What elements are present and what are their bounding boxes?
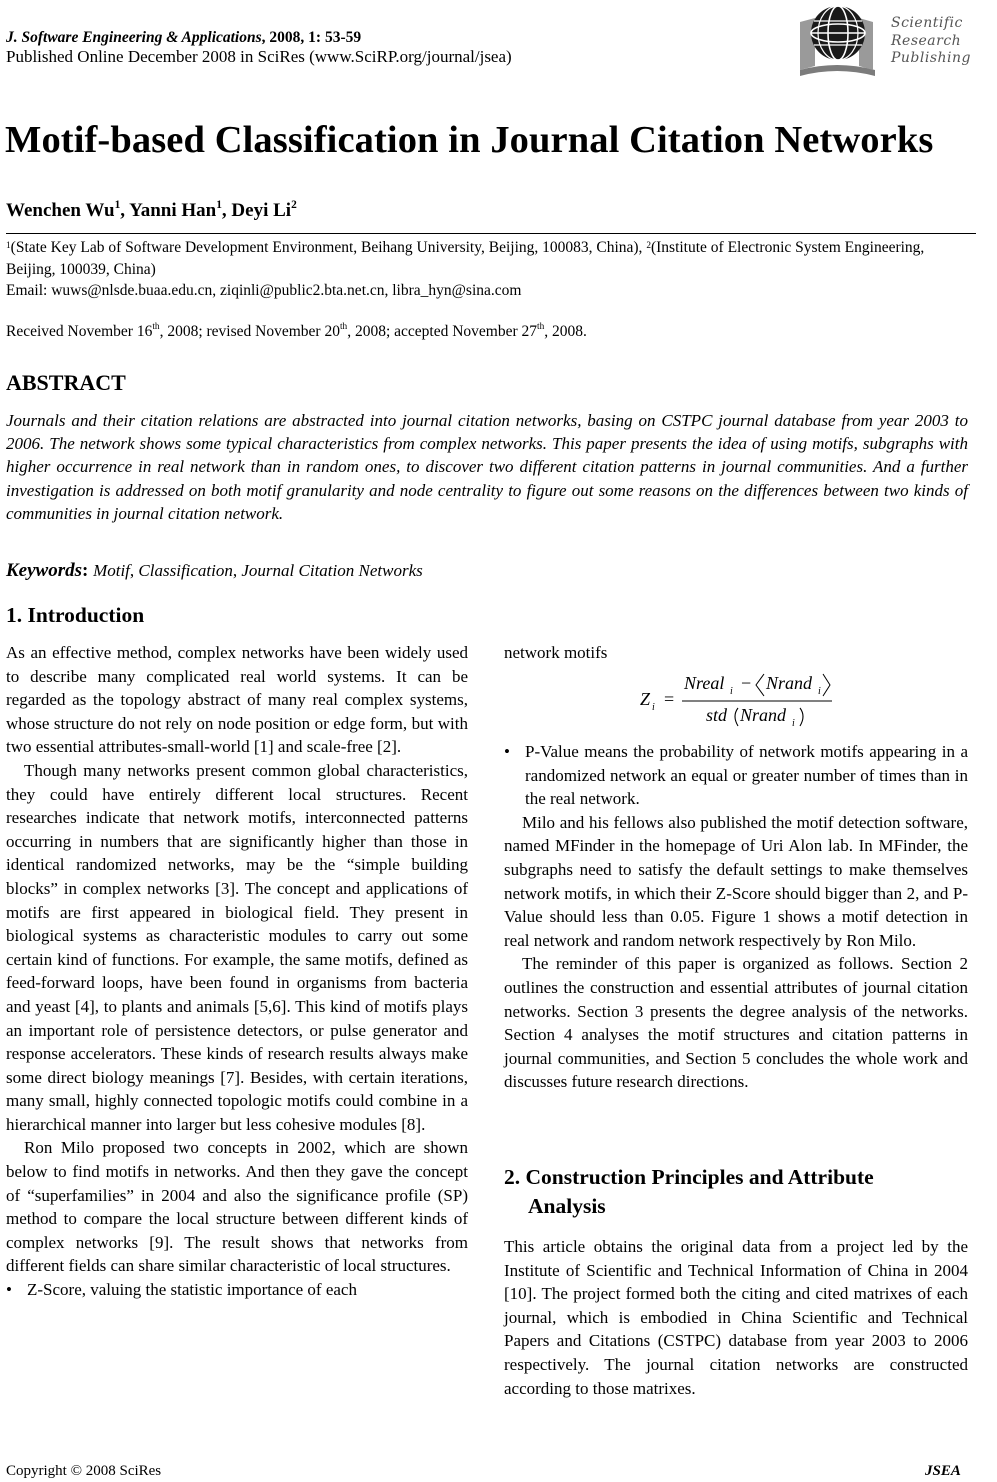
affiliation-text: [6, 237, 966, 280]
formula-angle-left: [756, 674, 764, 696]
paper-title: Motif-based Classification in Journal Citation Networks: [5, 119, 934, 161]
footer-copyright: Copyright © 2008 SciRes: [6, 1463, 162, 1479]
affiliation-block: [6, 237, 966, 302]
z-score-formula: [640, 668, 840, 732]
section-heading-introduction: 1. Introduction: [6, 603, 145, 627]
received-dates: [6, 323, 587, 341]
author-list: [6, 200, 297, 222]
section-heading-line: Analysis: [528, 1194, 606, 1218]
left-column: [6, 641, 468, 1302]
formula-graphic: [640, 668, 840, 732]
published-online-line: Published Online December 2008 in SciRes (www.SciRP.org/journal/jsea): [6, 47, 512, 66]
author-affiliation-mark: 1: [216, 198, 222, 211]
publisher-name-line2: Research: [891, 32, 962, 49]
ordinal-suffix: th: [339, 322, 348, 333]
formula-denominator-fn: std: [706, 705, 728, 725]
bullet-text: P-Value means the probability of network motifs appearing in a randomized network an equal or greater number of times than in the real network.: [525, 742, 968, 809]
right-column: [504, 740, 968, 1094]
paragraph: As an effective method, complex networks have been widely used to describe many complicated real world systems. It can be regarded as the topology abstract of many real complex systems, whose structure do not rely on node position or edge form, but with two essential attributes-small-world [1] and scale-free [2].: [6, 643, 468, 757]
paragraph: The reminder of this paper is organized as follows. Section 2 outlines the construction and essential attributes of journal citation networks. Section 3 presents the degree analysis of the networks. Section 4 analyses the motif structures and citation patterns in journal communities, and Section 5 concludes the whole work and discusses future research directions.: [504, 954, 968, 1092]
bullet-continuation: network motifs: [504, 643, 608, 662]
formula-minus: −: [741, 673, 752, 693]
author-name: Deyi Li: [231, 200, 292, 221]
keywords-line: [6, 560, 423, 582]
bullet-item: [6, 1278, 468, 1302]
formula-subscript: i: [792, 718, 795, 729]
keyword-separator: ,: [129, 561, 139, 580]
bullet-icon: •: [504, 742, 510, 761]
accepted-date: , 2008; accepted November 27: [347, 323, 537, 340]
ordinal-suffix: th: [537, 322, 545, 333]
author-separator: ,: [221, 200, 232, 221]
paragraph: This article obtains the original data from a project led by the Institute of Scientific and Technical Information of China in 2004 [10]. The project formed both the citing and cited matrixes of each journal, which is embodied in China Scientific and Technical Papers and Citations (CSTPC) database from year 2003 to 2006 respectively. The journal citation networks are constructed according to those matrixes.: [504, 1237, 968, 1398]
publisher-logo: [797, 0, 977, 80]
paragraph: Milo and his fellows also published the motif detection software, named MFinder in the homepage of Uri Alon lab. In MFinder, the subgraphs need to satisfy the default settings to make themselves network motifs, in which their Z-Score should bigger than 2, and P-Value should less than 0.05. Figure 1 shows a motif detection in real network and random network respectively by Ron Milo.: [504, 812, 968, 950]
section-heading-construction: [504, 1163, 968, 1221]
publisher-name-line1: Scientific: [891, 15, 963, 31]
received-date: Received November 16: [6, 323, 153, 340]
formula-numerator-a: Nreal: [684, 673, 725, 693]
header-divider: [6, 233, 976, 234]
revised-date: , 2008; revised November 20: [159, 323, 340, 340]
keyword-separator: ,: [232, 561, 242, 580]
keyword: Motif: [93, 561, 130, 580]
right-column-top: [504, 641, 968, 665]
ordinal-suffix: th: [152, 322, 160, 333]
author-name: Wenchen Wu: [6, 200, 115, 221]
formula-denominator-arg: Nrand: [740, 705, 787, 725]
paragraph: Ron Milo proposed two concepts in 2002, which are shown below to find motifs in networks. And then they gave the concept of “superfamilies” in 2004 and also the significance profile (SP) method to compare the local structure between different kinds of complex networks [9]. The result shows that networks from different fields can share similar characteristic of local structures.: [6, 1138, 468, 1276]
author-separator: ,: [120, 200, 130, 221]
abstract-text: Journals and their citation relations are abstracted into journal citation networks, basing on CSTPC journal database from year 2003 to 2006. The network shows some typical characteristics from complex networks. This paper presents the idea of using motifs, subgraphs with higher occurrence in real network than in random ones, to discover two different citation patterns in journal communities. And a further investigation is addressed on both motif granularity and node centrality to figure out some reasons on the differences between two kinds of communities in journal citation network.: [6, 411, 968, 523]
footer-journal: JSEA: [925, 1463, 961, 1479]
paragraph: Though many networks present common global characteristics, they could have entirely different local structures. Recent researches indicate that network motifs, interconnected patterns occurring in numbers that are significantly higher than those in identical randomized networks, may be the “simple building blocks” in complex networks [3]. The concept and applications of motifs are first appeared in biological field. They present in biological systems as characteristic modules to carry out some certain kind of functions. For example, the same motifs, defined as feed-forward loops, have been found in organisms from bacteria and yeast [4], to plants and animals [5,6]. This kind of motifs plays an important role of persistence detectors, or pulse generator and response accelerators. These kinds of research results always make some direct biology meanings [7]. Besides, with certain iterations, many small, highly connected topologic motifs could combine in a hierarchical manner into larger but less cohesive modules [8].: [6, 760, 468, 1134]
formula-subscript: i: [818, 686, 821, 697]
affiliation-mark: 2: [646, 241, 651, 252]
affiliation-2: (Institute of Electronic System Engineering, Beijing, 100039, China): [6, 239, 925, 278]
journal-citation-line: [6, 29, 361, 47]
formula-lhs: Z: [640, 689, 651, 709]
section-heading-line: 2. Construction Principles and Attribute: [504, 1165, 874, 1189]
email-line: Email: wuws@nlsde.buaa.edu.cn, ziqinli@public2.bta.net.cn, libra_hyn@sina.com: [6, 282, 522, 299]
bullet-item: [504, 740, 968, 811]
author-name: Yanni Han: [129, 200, 217, 221]
abstract-heading: ABSTRACT: [6, 370, 126, 395]
bullet-icon: •: [6, 1280, 12, 1300]
affiliation-1: (State Key Lab of Software Development Environment, Beihang University, Beijing, 100083, China),: [10, 239, 647, 256]
keywords-label: Keywords: [6, 560, 82, 581]
formula-paren-right: [800, 708, 803, 726]
section2-body: [504, 1235, 968, 1400]
keyword: Classification: [138, 561, 233, 580]
formula-angle-right: [823, 674, 830, 696]
author-affiliation-mark: 2: [291, 198, 297, 211]
formula-paren-left: [735, 708, 738, 726]
publisher-name-line3: Publishing: [891, 50, 972, 66]
publisher-name: [891, 15, 971, 68]
journal-name: J. Software Engineering & Applications: [6, 29, 262, 46]
formula-subscript: i: [730, 686, 733, 697]
keywords-colon: :: [82, 560, 94, 581]
formula-equals: =: [664, 689, 675, 709]
affiliation-mark: 1: [6, 241, 11, 252]
keyword: Journal Citation Networks: [241, 561, 423, 580]
journal-year-volume: , 2008, 1: 53-59: [261, 29, 362, 46]
bullet-text: Z-Score, valuing the statistic importance of each: [27, 1280, 357, 1300]
date-end: , 2008.: [544, 323, 587, 340]
formula-numerator-b: Nrand: [766, 673, 813, 693]
author-affiliation-mark: 1: [114, 198, 121, 211]
globe-book-logo-icon: [797, 0, 887, 80]
formula-subscript: i: [652, 702, 655, 713]
